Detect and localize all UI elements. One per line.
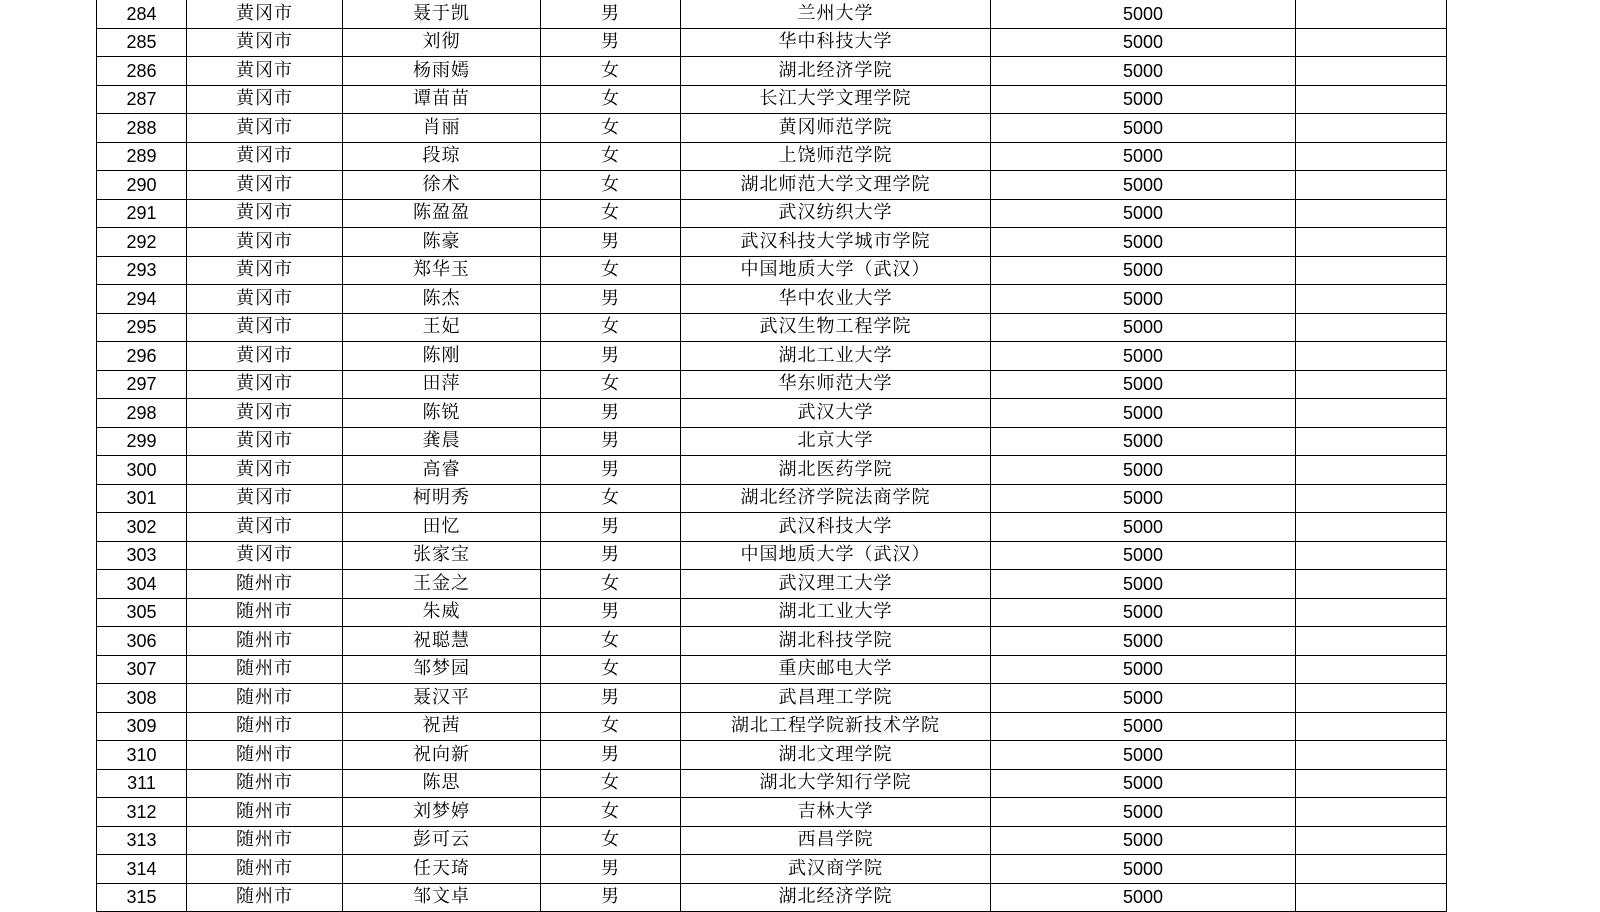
note-cell xyxy=(1296,826,1447,855)
table-row xyxy=(97,256,1447,285)
note-cell xyxy=(1296,399,1447,428)
city-cell: 随州市 xyxy=(187,769,343,798)
gender-cell: 男 xyxy=(541,427,681,456)
school-cell: 长江大学文理学院 xyxy=(681,85,991,114)
school-cell: 中国地质大学（武汉） xyxy=(681,256,991,285)
table-row xyxy=(97,0,1447,28)
table-row xyxy=(97,513,1447,542)
note-cell xyxy=(1296,741,1447,770)
row-number: 298 xyxy=(97,399,187,428)
amount-cell: 5000 xyxy=(991,28,1296,57)
student-name-cell: 柯明秀 xyxy=(343,484,541,513)
row-number: 290 xyxy=(97,171,187,200)
row-number: 308 xyxy=(97,684,187,713)
student-name-cell: 朱威 xyxy=(343,598,541,627)
city-cell: 黄冈市 xyxy=(187,199,343,228)
school-cell: 湖北工程学院新技术学院 xyxy=(681,712,991,741)
row-number: 307 xyxy=(97,655,187,684)
gender-cell: 女 xyxy=(541,114,681,143)
city-cell: 随州市 xyxy=(187,798,343,827)
school-cell: 湖北经济学院法商学院 xyxy=(681,484,991,513)
table-row xyxy=(97,684,1447,713)
note-cell xyxy=(1296,855,1447,884)
note-cell xyxy=(1296,28,1447,57)
table-row xyxy=(97,399,1447,428)
city-cell: 随州市 xyxy=(187,598,343,627)
school-cell: 重庆邮电大学 xyxy=(681,655,991,684)
school-cell: 吉林大学 xyxy=(681,798,991,827)
city-cell: 黄冈市 xyxy=(187,285,343,314)
row-number: 315 xyxy=(97,883,187,912)
city-cell: 黄冈市 xyxy=(187,370,343,399)
city-cell: 黄冈市 xyxy=(187,114,343,143)
amount-cell: 5000 xyxy=(991,171,1296,200)
table-row xyxy=(97,769,1447,798)
student-name-cell: 彭可云 xyxy=(343,826,541,855)
amount-cell: 5000 xyxy=(991,541,1296,570)
table-row xyxy=(97,855,1447,884)
amount-cell: 5000 xyxy=(991,370,1296,399)
table-row xyxy=(97,456,1447,485)
row-number: 311 xyxy=(97,769,187,798)
table-row xyxy=(97,598,1447,627)
note-cell xyxy=(1296,228,1447,257)
city-cell: 随州市 xyxy=(187,741,343,770)
table-row xyxy=(97,228,1447,257)
student-name-cell: 陈盈盈 xyxy=(343,199,541,228)
row-number: 304 xyxy=(97,570,187,599)
school-cell: 华东师范大学 xyxy=(681,370,991,399)
row-number: 299 xyxy=(97,427,187,456)
amount-cell: 5000 xyxy=(991,655,1296,684)
student-name-cell: 肖丽 xyxy=(343,114,541,143)
gender-cell: 男 xyxy=(541,883,681,912)
gender-cell: 女 xyxy=(541,370,681,399)
note-cell xyxy=(1296,285,1447,314)
city-cell: 黄冈市 xyxy=(187,456,343,485)
city-cell: 随州市 xyxy=(187,855,343,884)
amount-cell: 5000 xyxy=(991,142,1296,171)
school-cell: 武汉纺织大学 xyxy=(681,199,991,228)
amount-cell: 5000 xyxy=(991,598,1296,627)
gender-cell: 女 xyxy=(541,171,681,200)
city-cell: 随州市 xyxy=(187,570,343,599)
student-name-cell: 田萍 xyxy=(343,370,541,399)
gender-cell: 女 xyxy=(541,627,681,656)
student-roster-table xyxy=(96,0,1447,912)
amount-cell: 5000 xyxy=(991,256,1296,285)
gender-cell: 女 xyxy=(541,712,681,741)
row-number: 309 xyxy=(97,712,187,741)
student-name-cell: 陈刚 xyxy=(343,342,541,371)
row-number: 302 xyxy=(97,513,187,542)
school-cell: 湖北文理学院 xyxy=(681,741,991,770)
table-row xyxy=(97,741,1447,770)
row-number: 284 xyxy=(97,0,187,28)
note-cell xyxy=(1296,769,1447,798)
row-number: 312 xyxy=(97,798,187,827)
school-cell: 武汉理工大学 xyxy=(681,570,991,599)
amount-cell: 5000 xyxy=(991,427,1296,456)
school-cell: 武汉生物工程学院 xyxy=(681,313,991,342)
student-name-cell: 王妃 xyxy=(343,313,541,342)
amount-cell: 5000 xyxy=(991,456,1296,485)
city-cell: 黄冈市 xyxy=(187,484,343,513)
student-name-cell: 聂汉平 xyxy=(343,684,541,713)
note-cell xyxy=(1296,142,1447,171)
amount-cell: 5000 xyxy=(991,114,1296,143)
amount-cell: 5000 xyxy=(991,484,1296,513)
school-cell: 湖北工业大学 xyxy=(681,598,991,627)
student-name-cell: 刘梦婷 xyxy=(343,798,541,827)
city-cell: 黄冈市 xyxy=(187,57,343,86)
note-cell xyxy=(1296,598,1447,627)
note-cell xyxy=(1296,370,1447,399)
school-cell: 湖北经济学院 xyxy=(681,883,991,912)
gender-cell: 女 xyxy=(541,570,681,599)
school-cell: 华中农业大学 xyxy=(681,285,991,314)
school-cell: 兰州大学 xyxy=(681,0,991,28)
amount-cell: 5000 xyxy=(991,712,1296,741)
note-cell xyxy=(1296,342,1447,371)
note-cell xyxy=(1296,427,1447,456)
row-number: 291 xyxy=(97,199,187,228)
school-cell: 湖北医药学院 xyxy=(681,456,991,485)
table-row xyxy=(97,57,1447,86)
gender-cell: 男 xyxy=(541,285,681,314)
student-name-cell: 张家宝 xyxy=(343,541,541,570)
roster-body xyxy=(97,0,1447,912)
gender-cell: 男 xyxy=(541,541,681,570)
row-number: 286 xyxy=(97,57,187,86)
table-row xyxy=(97,541,1447,570)
amount-cell: 5000 xyxy=(991,85,1296,114)
student-name-cell: 龚晨 xyxy=(343,427,541,456)
table-row xyxy=(97,883,1447,912)
table-row xyxy=(97,655,1447,684)
note-cell xyxy=(1296,313,1447,342)
student-name-cell: 祝向新 xyxy=(343,741,541,770)
city-cell: 黄冈市 xyxy=(187,541,343,570)
row-number: 288 xyxy=(97,114,187,143)
student-name-cell: 邹文卓 xyxy=(343,883,541,912)
gender-cell: 女 xyxy=(541,256,681,285)
city-cell: 黄冈市 xyxy=(187,28,343,57)
amount-cell: 5000 xyxy=(991,883,1296,912)
table-row xyxy=(97,627,1447,656)
note-cell xyxy=(1296,712,1447,741)
amount-cell: 5000 xyxy=(991,313,1296,342)
gender-cell: 女 xyxy=(541,313,681,342)
city-cell: 黄冈市 xyxy=(187,142,343,171)
student-name-cell: 聂于凯 xyxy=(343,0,541,28)
school-cell: 湖北经济学院 xyxy=(681,57,991,86)
gender-cell: 男 xyxy=(541,684,681,713)
note-cell xyxy=(1296,171,1447,200)
amount-cell: 5000 xyxy=(991,399,1296,428)
row-number: 293 xyxy=(97,256,187,285)
student-name-cell: 陈杰 xyxy=(343,285,541,314)
city-cell: 随州市 xyxy=(187,655,343,684)
city-cell: 黄冈市 xyxy=(187,171,343,200)
row-number: 287 xyxy=(97,85,187,114)
row-number: 292 xyxy=(97,228,187,257)
note-cell xyxy=(1296,199,1447,228)
table-row xyxy=(97,427,1447,456)
gender-cell: 男 xyxy=(541,456,681,485)
gender-cell: 女 xyxy=(541,57,681,86)
school-cell: 华中科技大学 xyxy=(681,28,991,57)
student-name-cell: 任天琦 xyxy=(343,855,541,884)
student-name-cell: 陈豪 xyxy=(343,228,541,257)
note-cell xyxy=(1296,484,1447,513)
row-number: 294 xyxy=(97,285,187,314)
table-row xyxy=(97,285,1447,314)
row-number: 306 xyxy=(97,627,187,656)
amount-cell: 5000 xyxy=(991,684,1296,713)
gender-cell: 男 xyxy=(541,0,681,28)
row-number: 301 xyxy=(97,484,187,513)
note-cell xyxy=(1296,655,1447,684)
school-cell: 黄冈师范学院 xyxy=(681,114,991,143)
amount-cell: 5000 xyxy=(991,228,1296,257)
amount-cell: 5000 xyxy=(991,798,1296,827)
row-number: 303 xyxy=(97,541,187,570)
row-number: 285 xyxy=(97,28,187,57)
school-cell: 武汉大学 xyxy=(681,399,991,428)
gender-cell: 女 xyxy=(541,769,681,798)
note-cell xyxy=(1296,798,1447,827)
city-cell: 黄冈市 xyxy=(187,313,343,342)
gender-cell: 女 xyxy=(541,199,681,228)
table-row xyxy=(97,712,1447,741)
school-cell: 湖北大学知行学院 xyxy=(681,769,991,798)
student-name-cell: 陈锐 xyxy=(343,399,541,428)
table-row xyxy=(97,798,1447,827)
document-page xyxy=(96,0,1447,912)
note-cell xyxy=(1296,256,1447,285)
note-cell xyxy=(1296,57,1447,86)
gender-cell: 女 xyxy=(541,484,681,513)
student-name-cell: 徐术 xyxy=(343,171,541,200)
amount-cell: 5000 xyxy=(991,0,1296,28)
student-name-cell: 杨雨嫣 xyxy=(343,57,541,86)
table-row xyxy=(97,85,1447,114)
gender-cell: 女 xyxy=(541,655,681,684)
student-name-cell: 邹梦园 xyxy=(343,655,541,684)
student-name-cell: 田忆 xyxy=(343,513,541,542)
city-cell: 随州市 xyxy=(187,684,343,713)
student-name-cell: 祝茜 xyxy=(343,712,541,741)
row-number: 300 xyxy=(97,456,187,485)
city-cell: 随州市 xyxy=(187,883,343,912)
table-row xyxy=(97,114,1447,143)
row-number: 310 xyxy=(97,741,187,770)
table-row xyxy=(97,342,1447,371)
table-row xyxy=(97,142,1447,171)
table-row xyxy=(97,570,1447,599)
note-cell xyxy=(1296,513,1447,542)
school-cell: 湖北科技学院 xyxy=(681,627,991,656)
note-cell xyxy=(1296,85,1447,114)
gender-cell: 男 xyxy=(541,741,681,770)
note-cell xyxy=(1296,456,1447,485)
amount-cell: 5000 xyxy=(991,285,1296,314)
city-cell: 随州市 xyxy=(187,826,343,855)
amount-cell: 5000 xyxy=(991,855,1296,884)
note-cell xyxy=(1296,0,1447,28)
city-cell: 随州市 xyxy=(187,627,343,656)
gender-cell: 女 xyxy=(541,85,681,114)
student-name-cell: 郑华玉 xyxy=(343,256,541,285)
school-cell: 武汉商学院 xyxy=(681,855,991,884)
gender-cell: 女 xyxy=(541,142,681,171)
school-cell: 中国地质大学（武汉） xyxy=(681,541,991,570)
city-cell: 黄冈市 xyxy=(187,342,343,371)
note-cell xyxy=(1296,627,1447,656)
amount-cell: 5000 xyxy=(991,57,1296,86)
city-cell: 黄冈市 xyxy=(187,85,343,114)
gender-cell: 男 xyxy=(541,598,681,627)
gender-cell: 女 xyxy=(541,826,681,855)
row-number: 295 xyxy=(97,313,187,342)
school-cell: 武汉科技大学 xyxy=(681,513,991,542)
amount-cell: 5000 xyxy=(991,627,1296,656)
table-row xyxy=(97,313,1447,342)
city-cell: 黄冈市 xyxy=(187,427,343,456)
school-cell: 武汉科技大学城市学院 xyxy=(681,228,991,257)
row-number: 289 xyxy=(97,142,187,171)
city-cell: 黄冈市 xyxy=(187,256,343,285)
amount-cell: 5000 xyxy=(991,826,1296,855)
gender-cell: 女 xyxy=(541,798,681,827)
note-cell xyxy=(1296,114,1447,143)
table-row xyxy=(97,826,1447,855)
student-name-cell: 段琼 xyxy=(343,142,541,171)
table-row xyxy=(97,484,1447,513)
student-name-cell: 刘彻 xyxy=(343,28,541,57)
student-name-cell: 祝聪慧 xyxy=(343,627,541,656)
amount-cell: 5000 xyxy=(991,570,1296,599)
row-number: 314 xyxy=(97,855,187,884)
table-row xyxy=(97,171,1447,200)
gender-cell: 男 xyxy=(541,342,681,371)
amount-cell: 5000 xyxy=(991,741,1296,770)
student-name-cell: 高睿 xyxy=(343,456,541,485)
school-cell: 湖北工业大学 xyxy=(681,342,991,371)
city-cell: 黄冈市 xyxy=(187,513,343,542)
amount-cell: 5000 xyxy=(991,513,1296,542)
row-number: 313 xyxy=(97,826,187,855)
amount-cell: 5000 xyxy=(991,342,1296,371)
city-cell: 随州市 xyxy=(187,712,343,741)
note-cell xyxy=(1296,684,1447,713)
city-cell: 黄冈市 xyxy=(187,0,343,28)
table-row xyxy=(97,28,1447,57)
amount-cell: 5000 xyxy=(991,769,1296,798)
student-name-cell: 谭苗苗 xyxy=(343,85,541,114)
school-cell: 上饶师范学院 xyxy=(681,142,991,171)
city-cell: 黄冈市 xyxy=(187,228,343,257)
gender-cell: 男 xyxy=(541,228,681,257)
table-row xyxy=(97,370,1447,399)
gender-cell: 男 xyxy=(541,513,681,542)
note-cell xyxy=(1296,570,1447,599)
row-number: 305 xyxy=(97,598,187,627)
student-name-cell: 王金之 xyxy=(343,570,541,599)
school-cell: 湖北师范大学文理学院 xyxy=(681,171,991,200)
note-cell xyxy=(1296,883,1447,912)
school-cell: 武昌理工学院 xyxy=(681,684,991,713)
city-cell: 黄冈市 xyxy=(187,399,343,428)
note-cell xyxy=(1296,541,1447,570)
school-cell: 北京大学 xyxy=(681,427,991,456)
table-row xyxy=(97,199,1447,228)
school-cell: 西昌学院 xyxy=(681,826,991,855)
gender-cell: 男 xyxy=(541,28,681,57)
student-name-cell: 陈思 xyxy=(343,769,541,798)
row-number: 297 xyxy=(97,370,187,399)
gender-cell: 男 xyxy=(541,399,681,428)
amount-cell: 5000 xyxy=(991,199,1296,228)
row-number: 296 xyxy=(97,342,187,371)
gender-cell: 男 xyxy=(541,855,681,884)
